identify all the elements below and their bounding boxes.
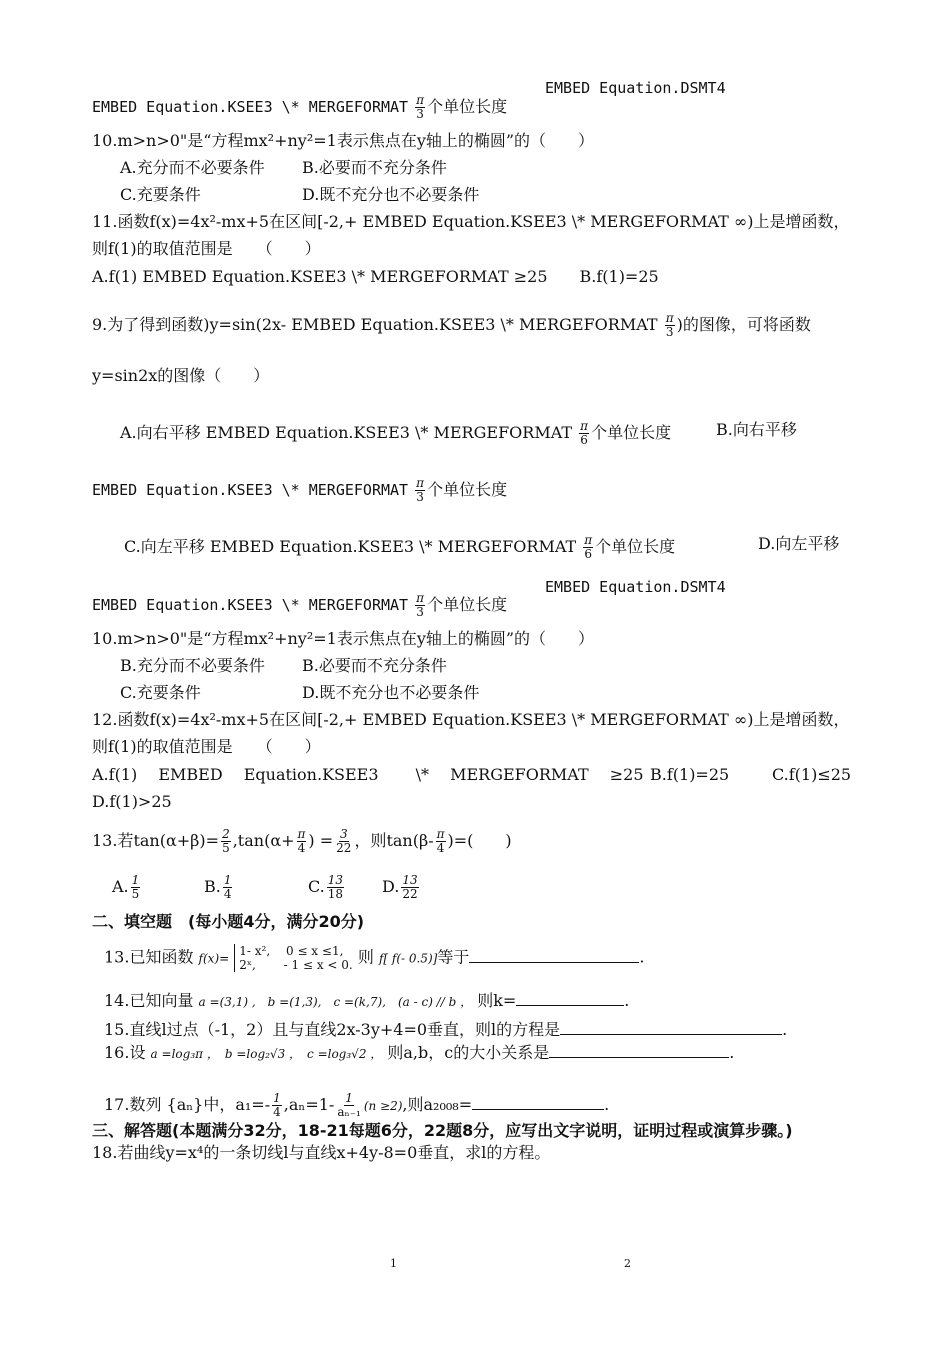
piecewise-function: 1- x², 0 ≤ x ≤1, 2ˣ, - 1 ≤ x < 0. xyxy=(234,944,352,972)
q9-option-a xyxy=(120,420,671,447)
q10-first-option-b: B.必要而不充分条件 xyxy=(302,158,447,177)
fraction-pi-4: $\frac{\pi}{4}$ xyxy=(436,827,445,855)
q-text: 15.直线l过点（-1，2）且与直线2x-3y+4=0垂直，则l的方程是 xyxy=(104,1020,561,1039)
fraction-pi-3: $\frac{\pi}{3}$ xyxy=(416,591,425,619)
q13-part: ，则tan(β- xyxy=(354,831,434,850)
answer-blank[interactable] xyxy=(472,1095,604,1110)
q11-text-2: 则f(1)的取值范围是 （ ） xyxy=(92,239,321,258)
q12-option-b: B.f(1)=25 xyxy=(650,765,730,784)
q13-part: )=( ) xyxy=(447,831,512,850)
answer-blank[interactable] xyxy=(516,991,624,1006)
unit-text: 个单位长度 xyxy=(595,537,676,556)
page-number-left: 1 xyxy=(390,1257,397,1270)
fraction-pi-3: $\frac{\pi}{3}$ xyxy=(665,311,674,339)
q10-first-option-a: A.充分而不必要条件 xyxy=(120,158,265,177)
fill-q17: 17.数列 {aₙ}中，a₁=- $\frac{1}{4}$ ,aₙ=1- $\frac{1}{\text{aₙ₋₁}}$ (n ≥2),则a₂₀₀₈= . xyxy=(104,1091,610,1119)
q9-option-c xyxy=(124,534,675,561)
answer-blank[interactable] xyxy=(560,1020,782,1035)
q12-text: 12.函数f(x)=4x²-mx+5在区间[-2,+ EMBED Equation.KSEE3 \* MERGEFORMAT ∞)上是增函数， xyxy=(92,710,850,729)
unit-text: 个单位长度 xyxy=(427,595,508,614)
text-line xyxy=(92,94,507,121)
q-prefix: 14.已知向量 xyxy=(104,991,194,1010)
q13-option-c: C. $\frac{13}{18}$ xyxy=(308,873,344,901)
q10-first-option-d: D.既不充分也不必要条件 xyxy=(302,185,480,204)
fill-q16: 16.设 a =log₃π ， b =log₂√3 ， c =log₃√2 ， 则a,b，c的大小关系是 . xyxy=(104,1043,735,1062)
q-suffix: 则k= xyxy=(477,991,517,1010)
q11-text: 11.函数f(x)=4x²-mx+5在区间[-2,+ EMBED Equation.KSEE3 \* MERGEFORMAT ∞)上是增函数， xyxy=(92,212,850,231)
cond: (n ≥2) xyxy=(363,1099,403,1113)
q-mid: ,aₙ=1- xyxy=(283,1095,335,1114)
embed-text: EMBED Equation.KSEE3 \* MERGEFORMAT xyxy=(92,481,409,499)
q18-text: 18.若曲线y=x⁴的一条切线l与直线x+4y-8=0垂直，求l的方程。 xyxy=(92,1143,551,1162)
q-mid: 则 xyxy=(357,947,374,967)
q10-first-text: 10.m>n>0"是“方程mx²+ny²=1表示焦点在y轴上的椭圆”的（ ） xyxy=(92,131,595,150)
vectors: a =(3,1) , b =(1,3), c =(k,7), (a - c) // b ， xyxy=(198,995,473,1009)
fill-q14: 14.已知向量 a =(3,1) , b =(1,3), c =(k,7), (a - c) // b ， 则k= . xyxy=(104,991,630,1010)
q-suffix: 等于 xyxy=(437,947,470,967)
fraction-3-22: $\frac{3}{22}$ xyxy=(336,827,352,855)
q-suffix: ,则a₂₀₀₈= xyxy=(402,1095,473,1114)
q9-text-part: )的图像，可将函数 xyxy=(676,315,811,334)
embed-dsmt-label-2: EMBED Equation.DSMT4 xyxy=(545,578,726,596)
fraction-pi-3: $\frac{\pi}{3}$ xyxy=(416,476,425,504)
section-2-title: 二、填空题 (每小题4分，满分20分) xyxy=(92,912,365,931)
fraction-2-5: $\frac{2}{5}$ xyxy=(222,827,230,855)
q-prefix: 13.已知函数 xyxy=(104,947,194,967)
fraction-pi-6: $\frac{\pi}{6}$ xyxy=(580,419,589,447)
q13-text xyxy=(92,828,512,855)
q9-option-b-cont xyxy=(92,477,507,504)
q9-text-part: 9.为了得到函数)y=sin(2x- EMBED Equation.KSEE3 \* MERGEFORMAT xyxy=(92,315,658,334)
q10-first-option-c: C.充要条件 xyxy=(120,185,201,204)
expr: f[ f(- 0.5)] xyxy=(378,951,438,966)
page-number-right: 2 xyxy=(624,1257,631,1270)
fraction-pi-4: $\frac{\pi}{4}$ xyxy=(297,827,306,855)
embed-text: EMBED Equation.KSEE3 \* MERGEFORMAT xyxy=(92,596,409,614)
unit-text: 个单位长度 xyxy=(591,423,672,442)
q10-second-option-d: D.既不充分也不必要条件 xyxy=(302,683,480,702)
vars: a =log₃π ， b =log₂√3 ， c =log₃√2 ， xyxy=(150,1047,383,1061)
q13-part: ,tan(α+ xyxy=(232,831,295,850)
fraction-pi-6: $\frac{\pi}{6}$ xyxy=(584,533,593,561)
unit-text: 个单位长度 xyxy=(427,480,508,499)
q10-second-option-b: B.必要而不充分条件 xyxy=(302,656,447,675)
q9-option-d: D.向左平移 xyxy=(758,534,840,553)
q10-second-option-c: C.充要条件 xyxy=(120,683,201,702)
q12-option-a: A.f(1) EMBED Equation.KSEE3 \* MERGEFORMAT ≥25 xyxy=(92,765,644,784)
q13-option-a: A. $\frac{1}{5}$ xyxy=(112,873,140,901)
q9-option-c-text: C.向左平移 EMBED Equation.KSEE3 \* MERGEFORMAT xyxy=(124,537,577,556)
q12-option-c: C.f(1)≤25 xyxy=(772,765,852,784)
q9-text xyxy=(92,312,811,339)
q-suffix: 则a,b，c的大小关系是 xyxy=(387,1043,550,1062)
fill-q15: 15.直线l过点（-1，2）且与直线2x-3y+4=0垂直，则l的方程是 . xyxy=(104,1020,788,1039)
q9-option-a-text: A.向右平移 EMBED Equation.KSEE3 \* MERGEFORMAT xyxy=(120,423,573,442)
fraction-pi-3: $\frac{\pi}{3}$ xyxy=(416,93,425,121)
answer-blank[interactable] xyxy=(549,1043,729,1058)
fill-q13: 13.已知函数 f(x)= 1- x², 0 ≤ x ≤1, 2ˣ, - 1 ≤ x < 0. 则 f[ f(- 0.5)]等于 . xyxy=(104,944,645,972)
section-3-title: 三、解答题(本题满分32分，18-21每题6分，22题8分，应写出文字说明，证明过程或演算步骤。) xyxy=(92,1121,793,1140)
q13-part: 13.若tan(α+β)= xyxy=(92,831,220,850)
embed-dsmt-label-1: EMBED Equation.DSMT4 xyxy=(545,79,726,97)
q11-options: A.f(1) EMBED Equation.KSEE3 \* MERGEFORMAT ≥25 B.f(1)=25 xyxy=(92,267,659,286)
answer-blank[interactable] xyxy=(469,948,639,963)
q10-second-text: 10.m>n>0"是“方程mx²+ny²=1表示焦点在y轴上的椭圆”的（ ） xyxy=(92,629,595,648)
q12-option-d: D.f(1)>25 xyxy=(92,792,172,811)
q13-option-d: D. $\frac{13}{22}$ xyxy=(382,873,418,901)
embed-text: EMBED Equation.KSEE3 \* MERGEFORMAT xyxy=(92,98,409,116)
q-prefix: 17.数列 {aₙ}中，a₁=- xyxy=(104,1095,271,1114)
q10-second-option-a: B.充分而不必要条件 xyxy=(120,656,265,675)
q9-option-d-cont xyxy=(92,592,507,619)
fx-label: f(x)= xyxy=(198,951,230,966)
q9-option-b: B.向右平移 xyxy=(716,420,797,439)
q12-text-2: 则f(1)的取值范围是 （ ） xyxy=(92,737,321,756)
unit-text: 个单位长度 xyxy=(427,97,508,116)
q9-text-2: y=sin2x的图像（ ） xyxy=(92,366,270,385)
q13-part: ) = xyxy=(308,831,334,850)
q13-option-b: B. $\frac{1}{4}$ xyxy=(204,873,232,901)
q-prefix: 16.设 xyxy=(104,1043,146,1062)
